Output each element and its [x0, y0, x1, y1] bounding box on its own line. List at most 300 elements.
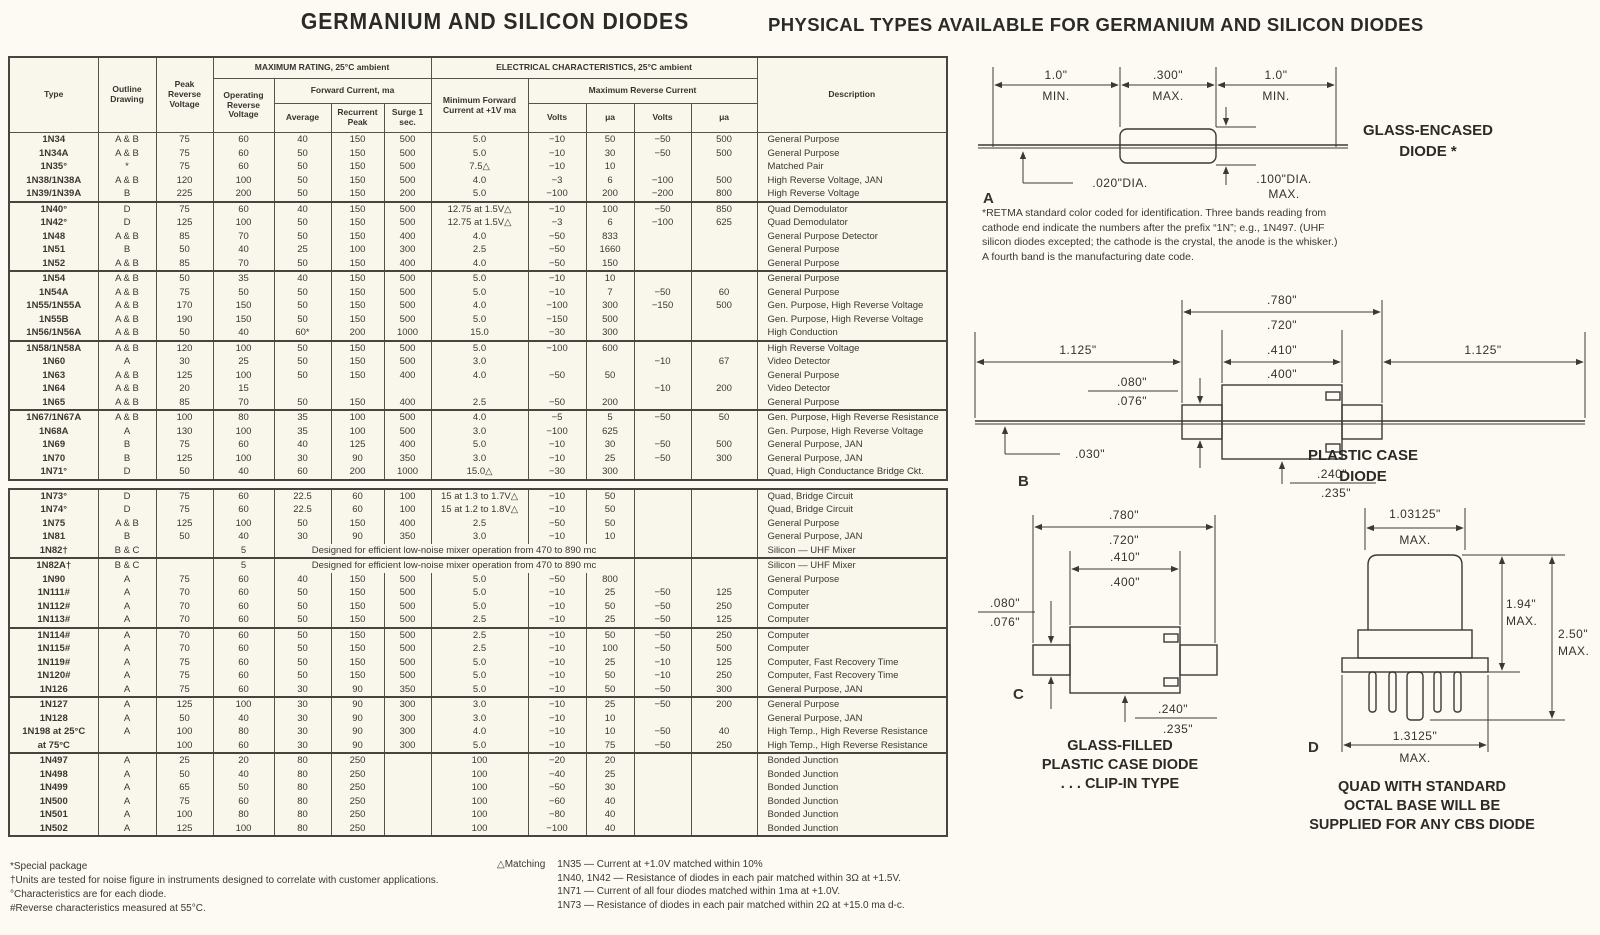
value-cell: 250: [331, 808, 384, 822]
table-row: [9, 341, 947, 356]
value-cell: −50: [528, 781, 586, 795]
value-cell: 50: [586, 489, 634, 504]
value-cell: 500: [384, 216, 431, 230]
table-row: [9, 683, 947, 698]
value-cell: [691, 517, 757, 531]
value-cell: 200: [213, 187, 274, 202]
table-row: [9, 725, 947, 739]
type-cell: 1N34A: [9, 147, 98, 161]
description-cell: Bonded Junction: [757, 768, 947, 782]
value-cell: 50: [274, 313, 331, 327]
value-cell: 10: [586, 160, 634, 174]
value-cell: 30: [274, 683, 331, 698]
type-cell: 1N42°: [9, 216, 98, 230]
table-row: [9, 544, 947, 559]
description-cell: Quad, Bridge Circuit: [757, 503, 947, 517]
value-cell: 25: [586, 656, 634, 670]
value-cell: −50: [634, 642, 691, 656]
value-cell: −30: [528, 326, 586, 341]
description-cell: General Purpose Detector: [757, 230, 947, 244]
value-cell: 75: [156, 656, 213, 670]
value-cell: [634, 795, 691, 809]
value-cell: [634, 160, 691, 174]
value-cell: −10: [528, 642, 586, 656]
col-header-min-forward: Minimum Forward Current at +1V ma: [431, 79, 528, 133]
dim-lead-right: 1.0": [1264, 68, 1288, 82]
value-cell: −60: [528, 795, 586, 809]
value-cell: 150: [331, 369, 384, 383]
value-cell: −30: [528, 465, 586, 480]
value-cell: 12.75 at 1.5V△: [431, 202, 528, 217]
value-cell: 22.5: [274, 489, 331, 504]
description-cell: Computer: [757, 600, 947, 614]
value-cell: 40: [213, 530, 274, 544]
value-cell: [384, 822, 431, 837]
value-cell: [691, 396, 757, 411]
value-cell: 20: [586, 753, 634, 768]
value-cell: 150: [331, 271, 384, 286]
value-cell: 50: [274, 600, 331, 614]
value-cell: 400: [384, 517, 431, 531]
description-cell: Computer: [757, 628, 947, 643]
value-cell: 100: [384, 503, 431, 517]
outline-label-b: B: [1018, 473, 1029, 490]
value-cell: 500: [586, 313, 634, 327]
value-cell: 60: [213, 586, 274, 600]
value-cell: 75: [156, 683, 213, 698]
value-cell: [691, 753, 757, 768]
value-cell: [691, 257, 757, 272]
value-cell: 70: [156, 586, 213, 600]
value-cell: B: [98, 187, 156, 202]
value-cell: A: [98, 425, 156, 439]
description-cell: Bonded Junction: [757, 781, 947, 795]
value-cell: 300: [586, 299, 634, 313]
value-cell: 10: [586, 712, 634, 726]
value-cell: 5.0: [431, 656, 528, 670]
description-cell: Computer, Fast Recovery Time: [757, 656, 947, 670]
value-cell: 150: [213, 313, 274, 327]
value-cell: 50: [274, 174, 331, 188]
table-row: [9, 600, 947, 614]
value-cell: 2.5: [431, 517, 528, 531]
value-cell: 30: [274, 452, 331, 466]
value-cell: [98, 739, 156, 754]
type-cell: 1N497: [9, 753, 98, 768]
table-row: [9, 517, 947, 531]
value-cell: −3: [528, 174, 586, 188]
value-cell: 50: [274, 396, 331, 411]
value-cell: 125: [691, 656, 757, 670]
dim-body-dia: .100"DIA.: [1256, 172, 1312, 186]
value-cell: 3.0: [431, 452, 528, 466]
col-header-ua-1: μa: [586, 104, 634, 133]
diode-table-section-1: [8, 56, 948, 481]
value-cell: 100: [586, 642, 634, 656]
value-cell: 250: [331, 822, 384, 837]
value-cell: 90: [331, 530, 384, 544]
col-header-recurrent-peak: Recurrent Peak: [331, 104, 384, 133]
value-cell: [691, 243, 757, 257]
value-cell: 120: [156, 174, 213, 188]
dim-inner: .410": [1109, 550, 1141, 564]
type-cell: 1N128: [9, 712, 98, 726]
value-cell: −50: [634, 202, 691, 217]
value-cell: −10: [528, 656, 586, 670]
value-cell: 5.0: [431, 313, 528, 327]
value-cell: 40: [586, 808, 634, 822]
dim-base: 1.3125": [1392, 729, 1438, 743]
value-cell: 50: [274, 586, 331, 600]
type-cell: 1N52: [9, 257, 98, 272]
value-cell: 50: [274, 341, 331, 356]
value-cell: 500: [691, 642, 757, 656]
type-cell: 1N112#: [9, 600, 98, 614]
value-cell: 25: [156, 753, 213, 768]
value-cell: A: [98, 656, 156, 670]
value-cell: [634, 753, 691, 768]
dim-total-h: 2.50": [1558, 627, 1589, 641]
value-cell: [691, 712, 757, 726]
value-cell: B & C: [98, 544, 156, 559]
table-row: [9, 396, 947, 411]
value-cell: 400: [384, 369, 431, 383]
value-cell: −50: [634, 586, 691, 600]
value-cell: A: [98, 355, 156, 369]
description-cell: Silicon — UHF Mixer: [757, 544, 947, 559]
value-cell: 50: [274, 160, 331, 174]
value-cell: [634, 808, 691, 822]
value-cell: 2.5: [431, 628, 528, 643]
value-cell: 500: [384, 642, 431, 656]
value-cell: [634, 313, 691, 327]
value-cell: 75: [156, 795, 213, 809]
value-cell: −150: [528, 313, 586, 327]
dim-cap-sub: MAX.: [1399, 533, 1431, 547]
description-cell: General Purpose, JAN: [757, 712, 947, 726]
value-cell: 200: [586, 396, 634, 411]
value-cell: A & B: [98, 133, 156, 147]
value-cell: A: [98, 753, 156, 768]
table-row: [9, 530, 947, 544]
value-cell: −10: [528, 530, 586, 544]
value-cell: 100: [156, 739, 213, 754]
value-cell: −50: [528, 573, 586, 587]
table-row: [9, 425, 947, 439]
value-cell: [634, 396, 691, 411]
value-cell: 500: [384, 669, 431, 683]
value-cell: 100: [431, 822, 528, 837]
value-cell: 300: [384, 243, 431, 257]
value-cell: 75: [156, 133, 213, 147]
type-cell: 1N60: [9, 355, 98, 369]
dim-body-top: .780": [1108, 508, 1140, 522]
value-cell: 100: [586, 202, 634, 217]
value-cell: A & B: [98, 396, 156, 411]
value-cell: 50: [586, 517, 634, 531]
value-cell: 500: [384, 600, 431, 614]
value-cell: 800: [691, 187, 757, 202]
value-cell: 4.0: [431, 725, 528, 739]
dim-height2: .235": [1320, 486, 1352, 500]
table-row: [9, 781, 947, 795]
dim-body-h: 1.94": [1506, 597, 1537, 611]
type-cell: 1N90: [9, 573, 98, 587]
value-cell: [586, 382, 634, 396]
table-row: [9, 243, 947, 257]
value-cell: [691, 822, 757, 837]
description-cell: General Purpose: [757, 369, 947, 383]
value-cell: 15: [213, 382, 274, 396]
description-cell: General Purpose: [757, 133, 947, 147]
value-cell: 40: [274, 202, 331, 217]
value-cell: 150: [331, 313, 384, 327]
value-cell: 150: [331, 202, 384, 217]
value-cell: 2.5: [431, 642, 528, 656]
value-cell: 50: [156, 768, 213, 782]
description-cell: Silicon — UHF Mixer: [757, 558, 947, 573]
value-cell: [528, 355, 586, 369]
value-cell: 30: [274, 739, 331, 754]
type-cell: 1N63: [9, 369, 98, 383]
table-row: [9, 382, 947, 396]
matching-line: 1N73 — Resistance of diodes in each pair matched within 2Ω at +15.0 ma d-c.: [557, 899, 905, 911]
value-cell: 70: [156, 642, 213, 656]
value-cell: 75: [156, 147, 213, 161]
value-cell: 5.0: [431, 600, 528, 614]
value-cell: 5.0: [431, 341, 528, 356]
value-cell: 150: [331, 628, 384, 643]
table-row: [9, 355, 947, 369]
type-cell: at 75°C: [9, 739, 98, 754]
table-row: [9, 768, 947, 782]
value-cell: 30: [274, 712, 331, 726]
value-cell: −50: [634, 133, 691, 147]
matching-lines: [557, 858, 904, 912]
value-cell: 60: [213, 628, 274, 643]
value-cell: 60*: [274, 326, 331, 341]
value-cell: 400: [384, 257, 431, 272]
table-row: [9, 795, 947, 809]
value-cell: −100: [528, 187, 586, 202]
value-cell: 50: [274, 257, 331, 272]
value-cell: 800: [586, 573, 634, 587]
description-cell: Gen. Purpose, High Reverse Voltage: [757, 313, 947, 327]
value-cell: 5: [213, 544, 274, 559]
value-cell: A: [98, 642, 156, 656]
group-header-elec-char: ELECTRICAL CHARACTERISTICS, 25°C ambient: [431, 57, 757, 79]
value-cell: 100: [331, 410, 384, 425]
value-cell: [691, 425, 757, 439]
value-cell: [634, 230, 691, 244]
value-cell: 60: [213, 600, 274, 614]
value-cell: 500: [384, 613, 431, 628]
value-cell: 100: [331, 425, 384, 439]
value-cell: 90: [331, 452, 384, 466]
value-cell: A: [98, 822, 156, 837]
value-cell: [634, 271, 691, 286]
value-cell: 40: [213, 768, 274, 782]
type-cell: 1N51: [9, 243, 98, 257]
value-cell: 100: [213, 216, 274, 230]
value-cell: [691, 808, 757, 822]
table-row: [9, 669, 947, 683]
value-cell: 80: [213, 725, 274, 739]
value-cell: −50: [634, 683, 691, 698]
value-cell: 50: [274, 230, 331, 244]
description-cell: General Purpose: [757, 286, 947, 300]
matching-label: △Matching: [497, 859, 546, 870]
value-cell: 60: [213, 573, 274, 587]
value-cell: 150: [331, 669, 384, 683]
type-cell: 1N58/1N58A: [9, 341, 98, 356]
description-cell: Bonded Junction: [757, 808, 947, 822]
value-cell: 50: [586, 600, 634, 614]
value-cell: −10: [528, 286, 586, 300]
value-cell: 40: [213, 465, 274, 480]
value-cell: 70: [156, 600, 213, 614]
type-cell: 1N74°: [9, 503, 98, 517]
value-cell: 30: [586, 147, 634, 161]
dim-tab: .080": [1116, 375, 1148, 389]
value-cell: 25: [586, 452, 634, 466]
value-cell: 75: [156, 202, 213, 217]
value-cell: 30: [274, 697, 331, 712]
type-cell: 1N127: [9, 697, 98, 712]
value-cell: 500: [384, 147, 431, 161]
table-row: [9, 712, 947, 726]
value-cell: 5.0: [431, 669, 528, 683]
value-cell: 75: [586, 739, 634, 754]
page-title: GERMANIUM AND SILICON DIODES: [300, 8, 690, 34]
table-row: [9, 586, 947, 600]
value-cell: 500: [384, 202, 431, 217]
value-cell: 500: [384, 313, 431, 327]
value-cell: 150: [331, 600, 384, 614]
value-cell: 100: [431, 753, 528, 768]
value-cell: −10: [528, 271, 586, 286]
value-cell: D: [98, 489, 156, 504]
value-cell: 25: [213, 355, 274, 369]
value-cell: 60: [213, 489, 274, 504]
value-cell: −10: [528, 133, 586, 147]
value-cell: 250: [331, 795, 384, 809]
value-cell: 60: [213, 669, 274, 683]
value-cell: D: [98, 202, 156, 217]
value-cell: 90: [331, 712, 384, 726]
value-cell: [691, 544, 757, 559]
value-cell: 500: [384, 656, 431, 670]
value-cell: 350: [384, 452, 431, 466]
value-cell: 150: [213, 299, 274, 313]
value-cell: 70: [213, 230, 274, 244]
value-cell: 1000: [384, 465, 431, 480]
value-cell: [156, 544, 213, 559]
value-cell: 1660: [586, 243, 634, 257]
table-row: [9, 503, 947, 517]
value-cell: 100: [156, 808, 213, 822]
value-cell: A: [98, 697, 156, 712]
value-cell: [528, 382, 586, 396]
value-cell: 50: [274, 656, 331, 670]
value-cell: 5.0: [431, 573, 528, 587]
value-cell: 50: [586, 628, 634, 643]
matching-line: 1N71 — Current of all four diodes matched within 1ma at +1.0V.: [557, 886, 841, 897]
value-cell: [431, 382, 528, 396]
value-cell: 100: [213, 517, 274, 531]
value-cell: 200: [384, 187, 431, 202]
value-cell: 4.0: [431, 257, 528, 272]
value-cell: 10: [586, 271, 634, 286]
description-cell: Gen. Purpose, High Reverse Resistance: [757, 410, 947, 425]
glass-encased-diode-diagram: [968, 55, 1358, 207]
value-cell: 60: [213, 438, 274, 452]
value-cell: [691, 795, 757, 809]
plastic-case-diode-diagram: [960, 272, 1600, 500]
value-cell: 60: [213, 739, 274, 754]
value-cell: [634, 326, 691, 341]
value-cell: −10: [528, 613, 586, 628]
type-cell: 1N499: [9, 781, 98, 795]
value-cell: 75: [156, 438, 213, 452]
value-cell: [384, 753, 431, 768]
description-cell: High Reverse Voltage, JAN: [757, 174, 947, 188]
table-row: [9, 174, 947, 188]
value-cell: −50: [634, 628, 691, 643]
value-cell: B & C: [98, 558, 156, 573]
value-cell: 25: [586, 586, 634, 600]
value-cell: 60: [213, 160, 274, 174]
description-cell: Video Detector: [757, 382, 947, 396]
value-cell: A & B: [98, 410, 156, 425]
value-cell: D: [98, 216, 156, 230]
value-cell: 150: [331, 613, 384, 628]
value-cell: 5.0: [431, 683, 528, 698]
value-cell: 2.5: [431, 396, 528, 411]
value-cell: 60: [213, 147, 274, 161]
value-cell: 3.0: [431, 355, 528, 369]
table-row: [9, 808, 947, 822]
value-cell: 60: [213, 133, 274, 147]
value-cell: [691, 326, 757, 341]
type-cell: 1N113#: [9, 613, 98, 628]
type-cell: 1N64: [9, 382, 98, 396]
value-cell: −100: [634, 174, 691, 188]
table-row: [9, 369, 947, 383]
col-header-description: Description: [757, 57, 947, 133]
description-cell: High Temp., High Reverse Resistance: [757, 739, 947, 754]
value-cell: 125: [331, 438, 384, 452]
value-cell: −100: [634, 216, 691, 230]
value-cell: 50: [586, 669, 634, 683]
type-cell: 1N198 at 25°C: [9, 725, 98, 739]
value-cell: 25: [586, 697, 634, 712]
type-cell: 1N69: [9, 438, 98, 452]
value-cell: −10: [634, 656, 691, 670]
value-cell: 100: [156, 725, 213, 739]
value-cell: A & B: [98, 382, 156, 396]
table-row: [9, 187, 947, 202]
value-cell: −3: [528, 216, 586, 230]
value-cell: [634, 243, 691, 257]
description-cell: Quad Demodulator: [757, 202, 947, 217]
value-cell: 150: [331, 257, 384, 272]
dim-body-dia-sub: MAX.: [1268, 187, 1300, 201]
value-cell: 200: [691, 697, 757, 712]
table-row: [9, 613, 947, 628]
dim-lead-left: 1.125": [1059, 343, 1097, 357]
description-cell: High Conduction: [757, 326, 947, 341]
